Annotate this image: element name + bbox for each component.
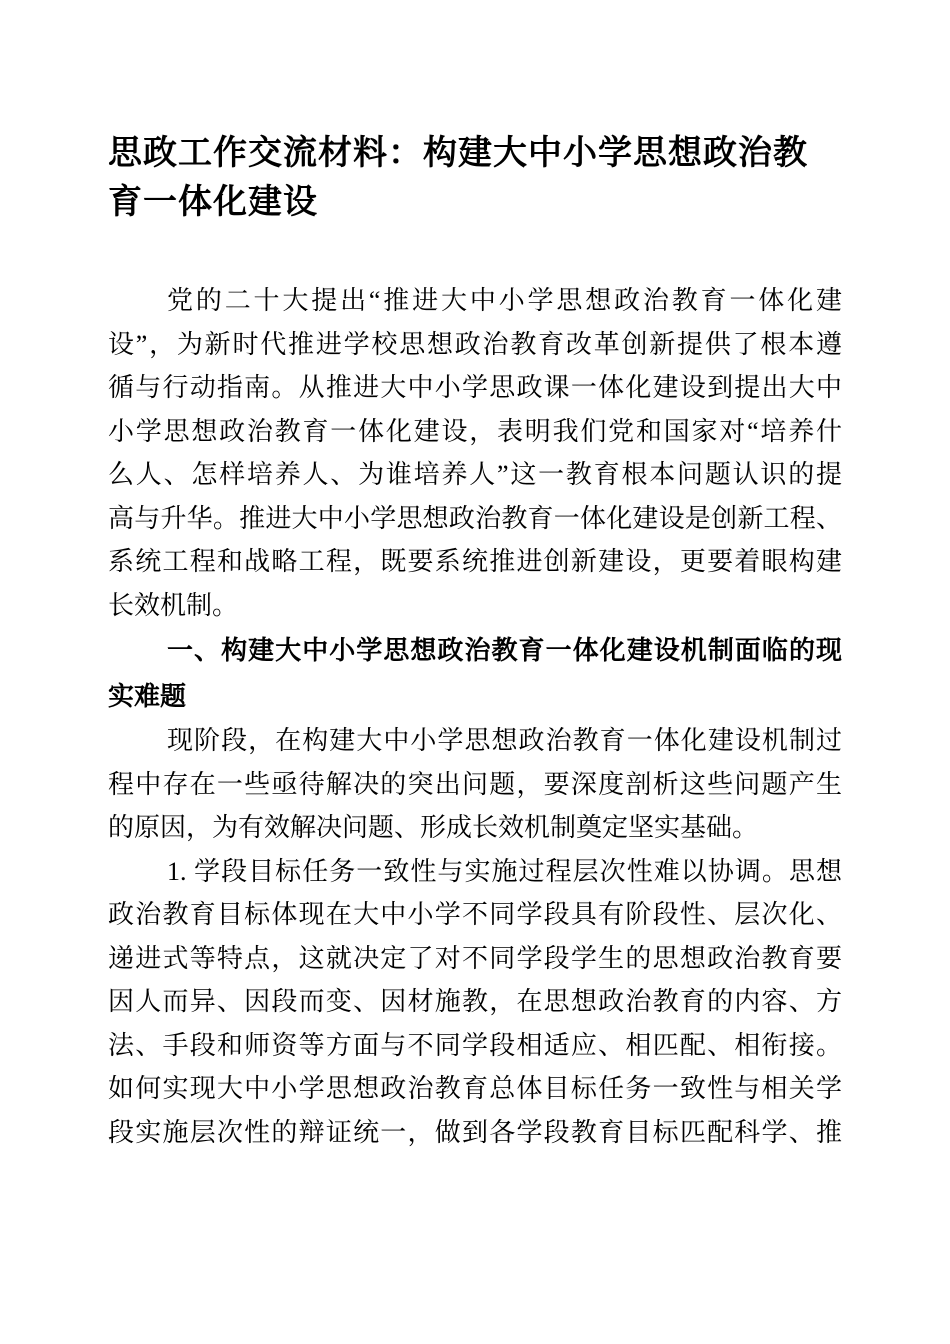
text-line: 党的二十大提出“推进大中小学思想政治教育一体化建 [167, 286, 842, 315]
section-heading [108, 627, 842, 719]
text-line: 递进式等特点，这就决定了对不同学段学生的思想政治教育要 [108, 943, 842, 973]
paragraph [108, 719, 842, 850]
text-line: 段实施层次性的辩证统一，做到各学段教育目标匹配科学、推 [108, 1117, 842, 1147]
document-title [108, 129, 842, 227]
text-line: 实难题 [108, 681, 187, 711]
text-line: 思政工作交流材料：构建大中小学思想政治教 [108, 135, 808, 172]
text-line: 程中存在一些亟待解决的突出问题，要深度剖析这些问题产生 [108, 769, 842, 799]
text-line: 的原因，为有效解决问题、形成长效机制奠定坚实基础。 [108, 813, 759, 842]
text-line: 如何实现大中小学思想政治教育总体目标任务一致性与相关学 [108, 1074, 842, 1103]
text-line: 小学思想政治教育一体化建设，表明我们党和国家对“培养什 [108, 416, 842, 446]
paragraph [108, 850, 842, 1155]
text-line: 法、手段和师资等方面与不同学段相适应、相匹配、相衔接。 [108, 1030, 842, 1060]
text-line: 高与升华。推进大中小学思想政治教育一体化建设是创新工程、 [108, 503, 842, 533]
text-line: 政治教育目标体现在大中小学不同学段具有阶段性、层次化、 [108, 900, 842, 929]
text-line: 育一体化建设 [108, 184, 318, 221]
text-line: 1. 学段目标任务一致性与实施过程层次性难以协调。思想 [167, 856, 842, 886]
paragraph [108, 279, 842, 627]
text-line: 么人、怎样培养人、为谁培养人”这一教育根本问题认识的提 [108, 460, 842, 489]
text-line: 因人而异、因段而变、因材施教，在思想政治教育的内容、方 [108, 987, 842, 1016]
text-line: 系统工程和战略工程，既要系统推进创新建设，更要着眼构建 [108, 547, 842, 576]
text-line: 一、构建大中小学思想政治教育一体化建设机制面临的现 [167, 635, 842, 665]
text-line: 循与行动指南。从推进大中小学思政课一体化建设到提出大中 [108, 373, 842, 402]
text-line: 长效机制。 [108, 590, 239, 620]
text-line: 现阶段，在构建大中小学思想政治教育一体化建设机制过 [167, 726, 842, 755]
document-body [108, 129, 842, 1154]
text-line: 设”，为新时代推进学校思想政治教育改革创新提供了根本遵 [108, 329, 842, 359]
